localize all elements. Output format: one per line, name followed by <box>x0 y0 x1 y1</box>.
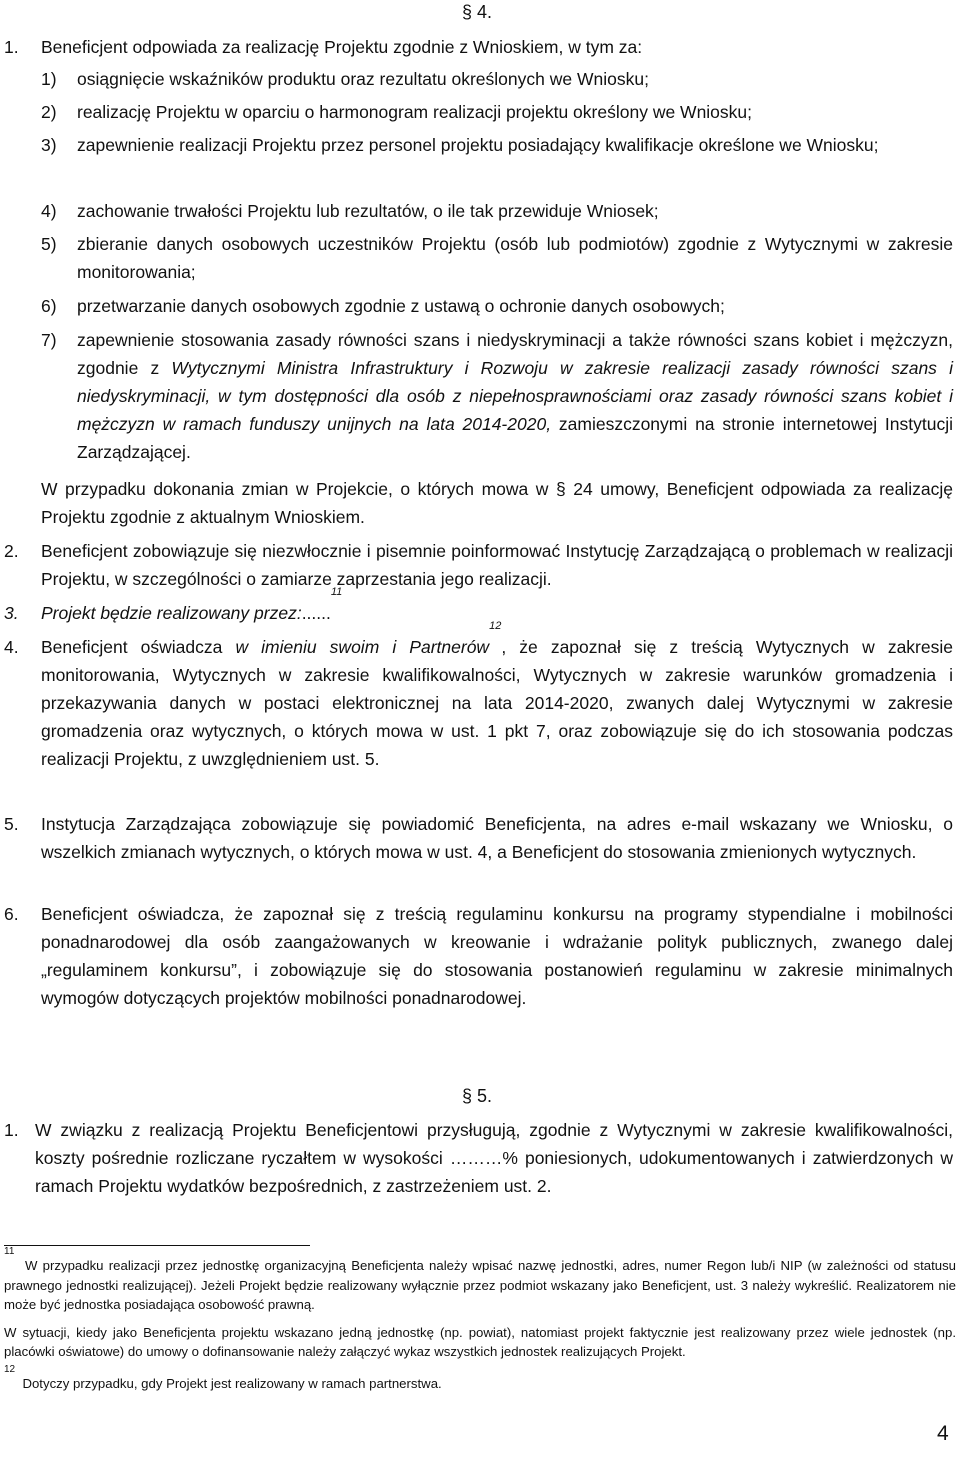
p4-partners: w imieniu swoim i Partnerów <box>235 637 490 657</box>
paragraph-closing: W przypadku dokonania zmian w Projekcie, o których mowa w § 24 umowy, Beneficjent odpowiada za realizację Projektu zgodnie z aktualnym Wnioskiem. <box>41 479 953 527</box>
footnote-11-text <box>4 1246 957 1315</box>
paragraph-text: Beneficjent oświadcza, że zapoznał się z treścią regulaminu konkursu na programy stypendialne i mobilności ponadnarodowej dla osób zaangażowanych w kreowanie i wdrażanie polityk publicznych, zwanego dalej „regulaminem konkursu”, i zobowiązuje się do stosowania postanowień regulaminu w zakresie minimalnych wymogów dotyczących projektów mobilności ponadnarodowej. <box>41 904 953 1008</box>
page-number: 4 <box>937 1422 949 1445</box>
list-item: osiągnięcie wskaźników produktu oraz rezultatu określonych we Wniosku; <box>77 69 649 89</box>
footnote-11-paragraph-a: W przypadku realizacji przez jednostkę organizacyjną Beneficjenta należy wpisać nazwę jednostki, adres, numer Regon lub/i NIP (w zależności od statusu prawnego jednostki realizującej). Jeżeli Projekt będzie realizowany wyłącznie przez podmiot wskazany jako Beneficjent, ust. 3 należy wykreślić. Realizatorem nie może być jednostka posiadająca osobowość prawną. <box>4 1258 957 1313</box>
list-item-number: 5) <box>41 234 57 254</box>
footnote-11-number: 11 <box>4 1246 15 1257</box>
footnote-11 <box>4 1246 957 1362</box>
p4-text-a: Beneficjent oświadcza <box>41 637 236 657</box>
implementer-dots: ...... <box>301 603 331 623</box>
paragraph-number: 4. <box>4 637 19 657</box>
paragraph-number: 1. <box>4 37 19 57</box>
footnote-separator <box>4 1245 310 1246</box>
list-item: zapewnienie realizacji Projektu przez personel projektu posiadający kwalifikacje określone we Wniosku; <box>77 135 879 155</box>
list-item: zachowanie trwałości Projektu lub rezultatów, o ile tak przewiduje Wniosek; <box>77 201 659 221</box>
list-item-number: 7) <box>41 330 57 350</box>
list-item-number: 6) <box>41 296 57 316</box>
footnote-ref-12: 12 <box>489 620 502 632</box>
paragraph-number: 5. <box>4 814 19 834</box>
paragraph-number: 2. <box>4 541 19 561</box>
paragraph-number: 3. <box>4 603 19 623</box>
list-item-number: 3) <box>41 135 57 155</box>
list-item-number: 2) <box>41 102 57 122</box>
list-item-number: 4) <box>41 201 57 221</box>
section-5-heading: § 5. <box>462 1086 493 1106</box>
section-4-heading: § 4. <box>462 2 493 22</box>
footnote-12-text: Dotyczy przypadku, gdy Projekt jest realizowany w ramach partnerstwa. <box>22 1376 442 1391</box>
paragraph-text: Instytucja Zarządzająca zobowiązuje się powiadomić Beneficjenta, na adres e-mail wskazany we Wniosku, o wszelkich zmianach wytycznych, o których mowa w ust. 4, a Beneficjent do stosowania zmienionych wytycznych. <box>41 814 953 862</box>
item7-text-c: zamieszczonymi na stronie internetowej Instytucji Zarządzającej. <box>77 414 953 462</box>
p4-text-c: , że zapoznał się z treścią Wytycznych w zakresie monitorowania, Wytycznych w zakresie kwalifikowalności, Wytycznych w zakresie warunków gromadzenia i przekazywania danych w postaci elektronicznej na lata 2014-2020, zwanych dalej Wytycznymi w zakresie gromadzenia oraz wytycznych, o których mowa w ust. 1 pkt 7, oraz zobowiązuje się do ich stosowania podczas realizacji Projektu, z uwzględnieniem ust. 5. <box>41 637 953 769</box>
item7-text-a: zapewnienie stosowania zasady równości szans i niedyskryminacji a także równości szans kobiet i mężczyzn, zgodnie z <box>77 330 953 378</box>
paragraph-number: 1. <box>4 1120 19 1140</box>
paragraph-number: 6. <box>4 904 19 924</box>
list-item: przetwarzanie danych osobowych zgodnie z ustawą o ochronie danych osobowych; <box>77 296 725 316</box>
item7-guidelines-title: Wytycznymi Ministra Infrastruktury i Rozwoju w zakresie realizacji zasady równości szans i niedyskryminacji, w tym dostępności dla osób z niepełnosprawnościami oraz zasady równości szans kobiet i mężczyzn w ramach funduszy unijnych na lata 2014-2020, <box>77 358 953 434</box>
paragraph-text: Beneficjent zobowiązuje się niezwłocznie i pisemnie poinformować Instytucję Zarządzającą o problemach w realizacji Projektu, w szczególności o zamiarze zaprzestania jego realizacji. <box>41 541 953 589</box>
list-item-number: 1) <box>41 69 57 89</box>
footnote-12 <box>4 1364 956 1394</box>
list-item: zbieranie danych osobowych uczestników Projektu (osób lub podmiotów) zgodnie z Wytycznymi w zakresie monitorowania; <box>77 234 953 282</box>
footnote-ref-11: 11 <box>330 586 343 598</box>
footnote-12-number: 12 <box>4 1364 16 1375</box>
paragraph-text: W związku z realizacją Projektu Beneficjentowi przysługują, zgodnie z Wytycznymi w zakresie kwalifikowalności, koszty pośrednie rozliczane ryczałtem w wysokości ………% poniesionych, udokumentowanych i zatwierdzonych w ramach Projektu wydatków bezpośrednich, z zastrzeżeniem ust. 2. <box>35 1120 953 1196</box>
list-item: realizację Projektu w oparciu o harmonogram realizacji projektu określony we Wniosku; <box>77 102 753 122</box>
footnote-11-paragraph-b: W sytuacji, kiedy jako Beneficjenta projektu wskazano jedną jednostkę (np. powiat), natomiast projekt faktycznie jest realizowany przez wiele jednostek (np. placówki oświatowe) do umowy o dofinansowanie należy załączyć wykaz wszystkich jednostek realizujących Projekt. <box>4 1324 956 1360</box>
implementer-label: Projekt będzie realizowany przez: <box>41 603 302 623</box>
paragraph-text <box>41 620 953 773</box>
list-item <box>77 326 953 466</box>
paragraph-intro: Beneficjent odpowiada za realizację Projektu zgodnie z Wnioskiem, w tym za: <box>41 37 643 57</box>
